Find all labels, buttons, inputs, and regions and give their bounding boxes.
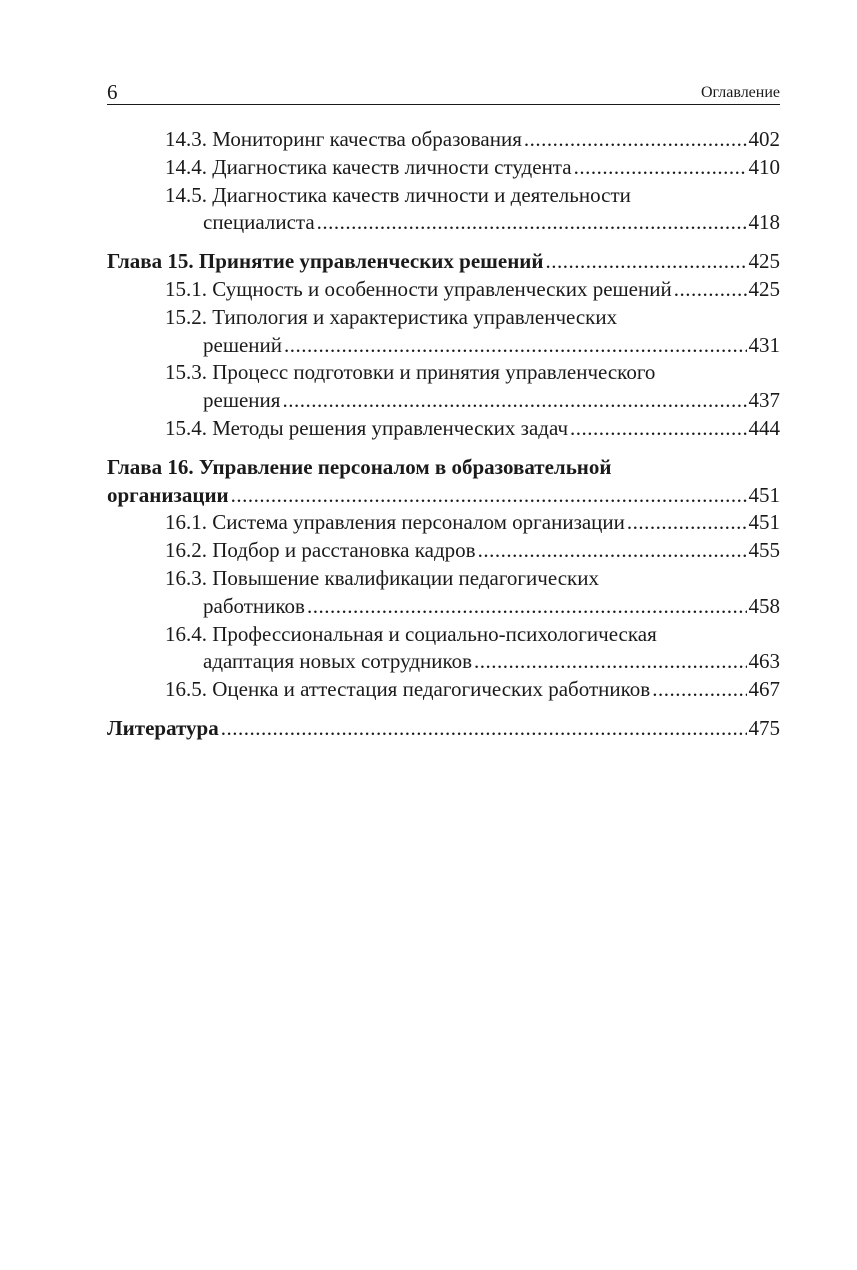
toc-chapter-title: Глава 15. Принятие управленческих решений [107, 249, 544, 274]
toc-page-number: 418 [748, 210, 780, 235]
toc-entry[interactable] [107, 182, 780, 210]
dot-leader [478, 537, 747, 565]
toc-entry-title: 16.2. Подбор и расстановка кадров [165, 538, 476, 563]
dot-leader [546, 248, 747, 276]
dot-leader [474, 648, 746, 676]
toc-entry[interactable] [107, 621, 780, 649]
toc-page-number: 402 [748, 127, 780, 151]
toc-page-number: 451 [748, 510, 780, 535]
table-of-contents [107, 126, 780, 743]
toc-entry-title: 14.3. Мониторинг качества образования [165, 127, 522, 151]
toc-entry[interactable] [107, 154, 780, 182]
dot-leader [574, 154, 747, 182]
toc-entry-title: работников [203, 593, 305, 618]
dot-leader [570, 415, 747, 443]
dot-leader [524, 126, 747, 154]
dot-leader [652, 676, 746, 704]
toc-page-number: 444 [748, 415, 780, 440]
toc-page-number: 455 [748, 538, 780, 563]
toc-entry[interactable] [107, 509, 780, 537]
dot-leader [282, 387, 746, 415]
toc-entry-continuation[interactable] [107, 332, 780, 360]
dot-leader [231, 482, 747, 510]
toc-entry-continuation[interactable] [107, 648, 780, 676]
toc-entry-title: 15.1. Сущность и особенности управленческих решений [165, 276, 672, 301]
toc-page-number: 467 [748, 677, 780, 702]
toc-chapter-title: организации [107, 482, 229, 507]
dot-leader [307, 593, 747, 621]
toc-chapter-continuation[interactable] [107, 482, 780, 510]
toc-entry[interactable] [107, 676, 780, 704]
toc-page-number: 431 [748, 332, 780, 357]
toc-chapter-entry[interactable] [107, 454, 780, 482]
toc-page-number: 437 [748, 388, 780, 413]
toc-chapter-entry[interactable] [107, 715, 780, 743]
toc-entry-title: адаптация новых сотрудников [203, 649, 473, 674]
toc-entry-title: 16.4. Профессиональная и социально-психологическая [165, 621, 657, 646]
toc-entry-title: решения [203, 388, 281, 413]
dot-leader [627, 509, 747, 537]
dot-leader [221, 715, 747, 743]
toc-entry-continuation[interactable] [107, 209, 780, 237]
page-number: 6 [107, 80, 118, 104]
toc-entry[interactable] [107, 359, 780, 387]
toc-page-number: 425 [748, 249, 780, 274]
toc-entry-title: решений [203, 332, 283, 357]
toc-entry[interactable] [107, 276, 780, 304]
toc-page-number: 475 [748, 715, 780, 740]
toc-entry-title: 14.4. Диагностика качеств личности студента [165, 154, 572, 179]
toc-entry-title: 15.2. Типология и характеристика управленческих [165, 304, 618, 329]
page-header [107, 80, 780, 105]
toc-entry[interactable] [107, 304, 780, 332]
toc-entry-continuation[interactable] [107, 387, 780, 415]
toc-entry-title: 14.5. Диагностика качеств личности и деятельности [165, 182, 631, 207]
toc-entry-title: 15.4. Методы решения управленческих задач [165, 415, 568, 440]
toc-entry[interactable] [107, 537, 780, 565]
toc-page-number: 451 [748, 482, 780, 507]
running-title: Оглавление [700, 84, 780, 101]
toc-entry-title: 16.3. Повышение квалификации педагогических [165, 565, 599, 590]
dot-leader [674, 276, 747, 304]
dot-leader [284, 332, 746, 360]
toc-page-number: 425 [748, 276, 780, 301]
toc-chapter-entry[interactable] [107, 248, 780, 276]
toc-chapter-title: Глава 16. Управление персоналом в образовательной [107, 454, 612, 479]
toc-page-number: 410 [748, 154, 780, 179]
dot-leader [317, 209, 747, 237]
toc-page-number: 458 [748, 593, 780, 618]
toc-entry-title: 16.1. Система управления персоналом организации [165, 510, 625, 535]
toc-entry-title: 16.5. Оценка и аттестация педагогических работников [165, 677, 651, 702]
toc-entry[interactable] [107, 565, 780, 593]
toc-entry[interactable] [107, 415, 780, 443]
toc-entry-continuation[interactable] [107, 593, 780, 621]
toc-entry-title: специалиста [203, 210, 315, 235]
toc-entry-title: 15.3. Процесс подготовки и принятия управленческого [165, 360, 656, 385]
toc-page-number: 463 [748, 649, 780, 674]
toc-chapter-title: Литература [107, 715, 219, 740]
toc-entry[interactable] [107, 126, 780, 154]
